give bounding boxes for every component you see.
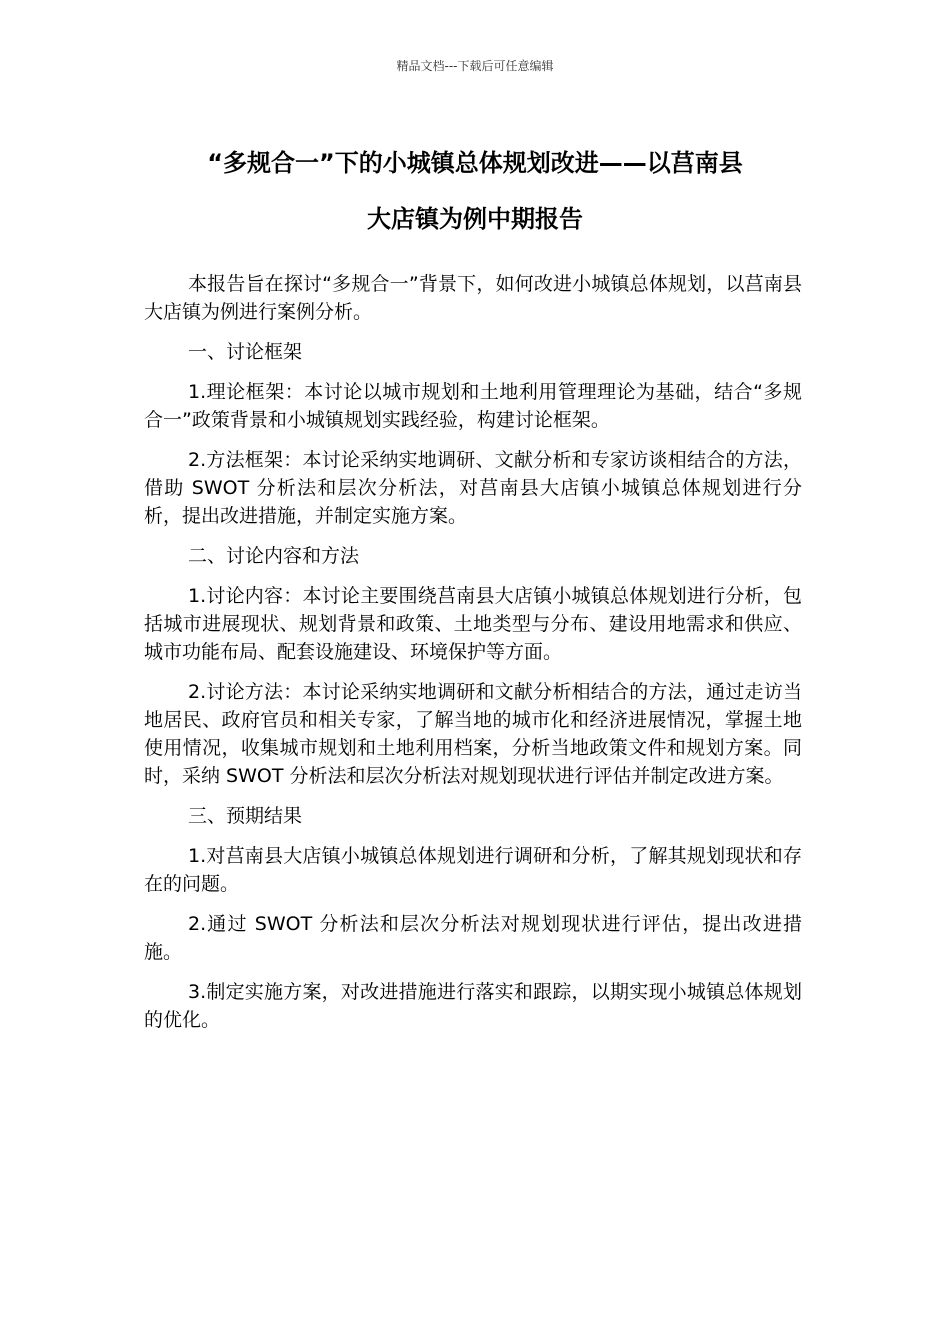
section-heading-expected-results: 三、预期结果 bbox=[188, 805, 303, 827]
section-heading-framework: 一、讨论框架 bbox=[188, 341, 303, 363]
paragraph-method-framework: 2.方法框架：本讨论采纳实地调研、文献分析和专家访谈相结合的方法，借助 SWOT 分析法和层次分析法，对莒南县大店镇小城镇总体规划进行分析，提出改进措施，并制定实施方案。 bbox=[144, 449, 802, 527]
paragraph-result-1: 1.对莒南县大店镇小城镇总体规划进行调研和分析，了解其规划现状和存在的问题。 bbox=[144, 845, 802, 895]
document-body bbox=[144, 270, 802, 1046]
document-title-line-1: “多规合一”下的小城镇总体规划改进——以莒南县 bbox=[207, 149, 743, 177]
paragraph-research-methods: 2.讨论方法：本讨论采纳实地调研和文献分析相结合的方法，通过走访当地居民、政府官员和相关专家，了解当地的城市化和经济进展情况，掌握土地使用情况，收集城市规划和土地利用档案，分析当地政策文件和规划方案。同时，采纳 SWOT 分析法和层次分析法对规划现状进行评估并制定改进方案。 bbox=[144, 681, 802, 787]
paragraph-result-2: 2.通过 SWOT 分析法和层次分析法对规划现状进行评估，提出改进措施。 bbox=[144, 913, 802, 963]
paragraph-result-3: 3.制定实施方案，对改进措施进行落实和跟踪，以期实现小城镇总体规划的优化。 bbox=[144, 981, 802, 1031]
document-title-line-2: 大店镇为例中期报告 bbox=[367, 205, 583, 233]
paragraph-research-content: 1.讨论内容：本讨论主要围绕莒南县大店镇小城镇总体规划进行分析，包括城市进展现状、规划背景和政策、土地类型与分布、建设用地需求和供应、城市功能布局、配套设施建设、环境保护等方面。 bbox=[144, 585, 802, 663]
page-header: 精品文档---下载后可任意编辑 bbox=[396, 59, 554, 73]
section-heading-content-methods: 二、讨论内容和方法 bbox=[188, 545, 360, 567]
intro-paragraph: 本报告旨在探讨“多规合一”背景下，如何改进小城镇总体规划，以莒南县大店镇为例进行案例分析。 bbox=[144, 273, 802, 323]
paragraph-theory-framework: 1.理论框架：本讨论以城市规划和土地利用管理理论为基础，结合“多规合一”政策背景和小城镇规划实践经验，构建讨论框架。 bbox=[144, 381, 802, 431]
document-title bbox=[140, 135, 810, 247]
